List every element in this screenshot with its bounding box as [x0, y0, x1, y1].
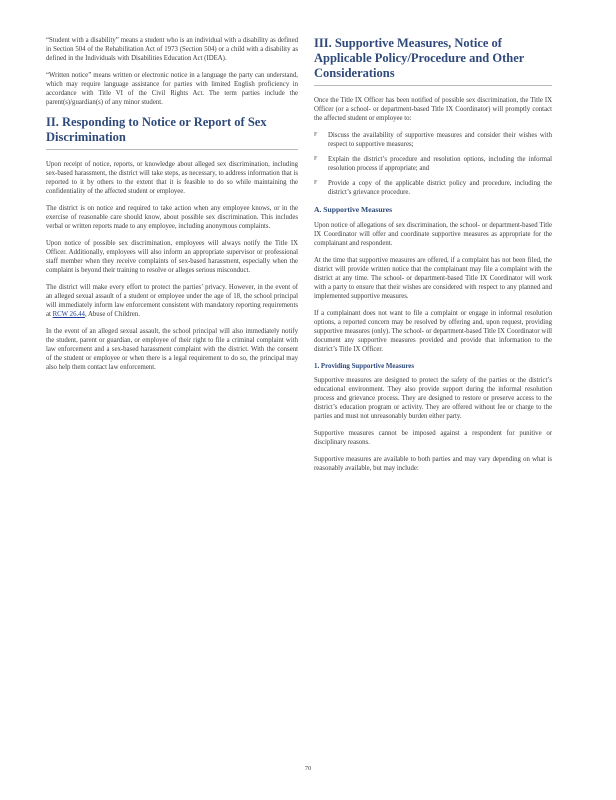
rcw-link[interactable]: RCW 26.44: [52, 311, 85, 318]
list-item: [314, 155, 552, 173]
providing-measures-heading: 1. Providing Supportive Measures: [314, 363, 415, 370]
informal-resolution-paragraph: If a complainant does not want to file a complaint or engage in informal resolution options, a reported concern may be resolved by offering and, upon request, providing supportive measures (only). The school- or department-based Title IX Coordinator will document any supportive measures provided and provide that information to the district’s Title IX Officer.: [314, 310, 552, 353]
notify-officer-paragraph: Upon notice of possible sex discrimination, employees will always notify the Title IX Officer. Additionally, employees will also inform an appropriate supervisor or professional staff member when they receive complaints of sex-based harassment, especially when the complaint is beyond their training to resolve or alleges serious misconduct.: [46, 240, 298, 274]
measures-designed-paragraph: Supportive measures are designed to protect the safety of the parties or the district’s educational environment. They also provide support during the informal resolution process and grievance process. They are designed to restore or preserve access to the district’s education program or activity. They are offered without fee or charge to the parties and must not unreasonably burden either party.: [314, 377, 552, 420]
receipt-paragraph: Upon receipt of notice, reports, or knowledge about alleged sex discrimination, including sex-based harassment, the district will take steps, as necessary, to address information that is reported to it by others to the extent that it is feasible to do so while maintaining the confidentiality of the affected student or employee.: [46, 161, 298, 195]
list-item: [314, 131, 552, 149]
not-punitive-paragraph: Supportive measures cannot be imposed against a respondent for punitive or disciplinary reasons.: [314, 430, 552, 446]
section-2-heading: II. Responding to Notice or Report of Sex Discrimination: [46, 115, 267, 144]
contact-actions-list: [314, 131, 552, 197]
right-column: [314, 36, 552, 481]
bullet-icon: F: [314, 132, 318, 138]
page-number: 70: [304, 765, 312, 772]
left-column: [46, 36, 298, 380]
privacy-text-end: , Abuse of Children.: [84, 311, 140, 318]
allegations-paragraph: Upon notice of allegations of sex discrimination, the school- or department-based Title IX Coordinator will offer and coordinate supportive measures as appropriate for the complainant and respondent.: [314, 222, 552, 247]
bullet-icon: F: [314, 156, 318, 162]
section-3-heading: III. Supportive Measures, Notice of Applicable Policy/Procedure and Other Considerations: [314, 36, 525, 80]
section-2-divider: [46, 149, 298, 150]
list-item-text: Provide a copy of the applicable district policy and procedure, including the district’s grievance procedure.: [328, 180, 552, 196]
section-3-divider: [314, 85, 552, 86]
list-item-text: Discuss the availability of supportive measures and consider their wishes with respect to supportive measures;: [328, 132, 552, 148]
privacy-paragraph: [46, 283, 298, 319]
sexual-assault-paragraph: In the event of an alleged sexual assault, the school principal will also immediately notify the student, parent or guardian, or employee of their right to file a criminal complaint with law enforcement and a sex-based harassment complaint with the district. With the consent of the student or employee or when there is a legal requirement to do so, the principal may also help them contact law enforcement.: [46, 328, 298, 371]
intro-paragraph: Once the Title IX Officer has been notified of possible sex discrimination, the Title IX Officer (or a school- or department-based Title IX Coordinator) will promptly contact the affected student or employee to:: [314, 97, 552, 122]
supportive-measures-heading: A. Supportive Measures: [314, 205, 393, 214]
privacy-text: The district will make every effort to protect the parties’ privacy. However, in the event of an alleged sexual assault of a student or employee under the age of 18, the school principal will immediately inform law enforcement consistent with mandatory reporting requirements at: [46, 284, 298, 318]
student-disability-definition: “Student with a disability” means a student who is an individual with a disability as defined in Section 504 of the Rehabilitation Act of 1973 (Section 504) or a child with a disability as defined in the Individuals with Disabilities Education Act (IDEA).: [46, 37, 298, 62]
measures-available-paragraph: Supportive measures are available to both parties and may vary depending on what is reasonably available, but may include:: [314, 456, 552, 472]
no-complaint-filed-paragraph: At the time that supportive measures are offered, if a complaint has not been filed, the district will provide written notice that the complainant may file a complaint with the district at any time. The school- or department-based Title IX Coordinator will work with a party to ensure that their wishes are considered with respect to any planned and implemented supportive measures.: [314, 257, 552, 300]
bullet-icon: F: [314, 180, 318, 186]
list-item-text: Explain the district’s procedure and resolution options, including the informal resolution process if appropriate; and: [328, 156, 552, 172]
list-item: [314, 179, 552, 197]
on-notice-paragraph: The district is on notice and required to take action when any employee knows, or in the exercise of reasonable care should know, about possible sex discrimination. This includes verbal or written reports made to any employee, including anonymous complaints.: [46, 205, 298, 230]
written-notice-definition: “Written notice” means written or electronic notice in a language the party can understand, which may require language assistance for parties with limited English proficiency in accordance with Title VI of the Civil Rights Act. The term parties include the parent(s)/guardian(s) of any minor student.: [46, 72, 298, 106]
